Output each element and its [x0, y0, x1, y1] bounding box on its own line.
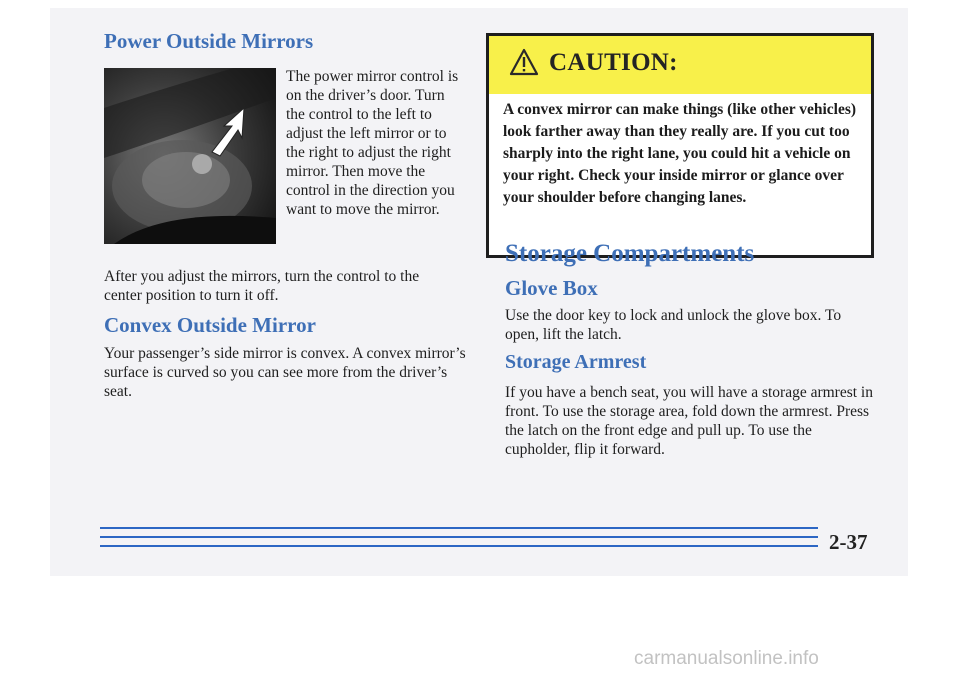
- mirror-control-photo-illustration: [104, 68, 276, 244]
- caution-text: A convex mirror can make things (like other vehicles) look farther away than they really are. If you cut too sharply into the right lane, you could hit a vehicle on your right. Check your inside mirror or glance over your shoulder before changing lanes.: [503, 101, 857, 206]
- convex-mirror-paragraph: Your passenger’s side mirror is convex. A convex mirror’s surface is curved so you can see more from the driver’s seat.: [104, 345, 466, 400]
- footer-rule-middle: [100, 536, 818, 538]
- heading-power-outside-mirrors: Power Outside Mirrors: [104, 29, 314, 53]
- caution-header-bar: [489, 36, 871, 94]
- footer-rule-top: [100, 527, 818, 529]
- heading-convex-outside-mirror: Convex Outside Mirror: [104, 313, 316, 337]
- mirror-control-photo: [104, 68, 276, 244]
- footer-rule-bottom: [100, 545, 818, 547]
- heading-storage-armrest: Storage Armrest: [505, 351, 647, 373]
- warning-triangle-icon: [509, 48, 539, 76]
- caution-title: CAUTION:: [549, 49, 678, 76]
- storage-armrest-paragraph: If you have a bench seat, you will have a storage armrest in front. To use the storage area, fold down the armrest. Press the latch on the front edge and pull up. To use the cupholder, flip it forward.: [505, 384, 873, 458]
- watermark-text: carmanualsonline.info: [634, 648, 819, 669]
- page-number: 2-37: [829, 530, 868, 554]
- heading-storage-compartments: Storage Compartments: [505, 240, 755, 267]
- heading-glove-box: Glove Box: [505, 276, 598, 300]
- power-mirror-paragraph: The power mirror control is on the driver’s door. Turn the control to the left to adjust the left mirror or to the right to adjust the right mirror. Then move the control in the direction you want to move the mirror.: [286, 68, 459, 218]
- after-adjust-paragraph: After you adjust the mirrors, turn the control to the center position to turn it off.: [104, 268, 420, 304]
- glove-box-paragraph: Use the door key to lock and unlock the glove box. To open, lift the latch.: [505, 307, 842, 343]
- caution-box: [486, 33, 874, 258]
